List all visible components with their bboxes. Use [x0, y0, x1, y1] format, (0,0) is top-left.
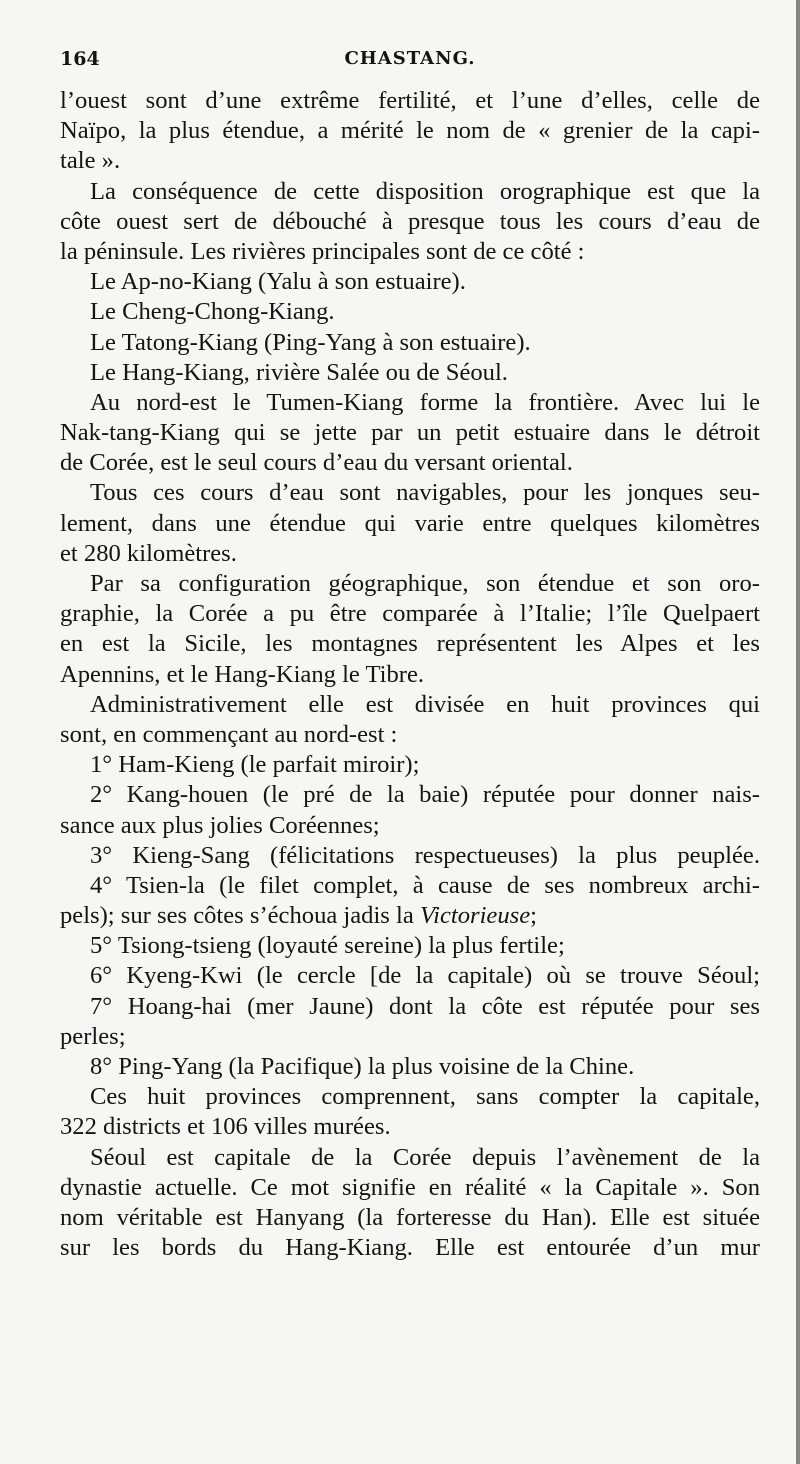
- text-line: Nak-tang-Kiang qui se jette par un petit estuaire dans le détroit: [60, 419, 760, 447]
- text-line: l’ouest sont d’une extrême fertilité, et l’une d’elles, celle de: [60, 87, 760, 114]
- text-line: graphie, la Corée a pu être comparée à l’Italie; l’île Quelpaert: [60, 600, 760, 628]
- text-line: Administrativement elle est divisée en huit provinces qui: [90, 690, 760, 718]
- text-line: Naïpo, la plus étendue, a mérité le nom de « grenier de la capi-: [60, 117, 760, 145]
- text-line: 7° Hoang-hai (mer Jaune) dont la côte est réputée pour ses: [90, 992, 760, 1020]
- text-line: 4° Tsien-la (le filet complet, à cause de ses nombreux archi-: [90, 871, 760, 899]
- page-header: [60, 48, 760, 74]
- text-line: 2° Kang-houen (le pré de la baie) réputée pour donner nais-: [90, 781, 760, 809]
- text-line: 3° Kieng-Sang (félicitations respectueuses) la plus peuplée.: [90, 841, 760, 869]
- text-line: Le Tatong-Kiang (Ping-Yang à son estuaire).: [90, 328, 531, 356]
- text-line: sur les bords du Hang-Kiang. Elle est entourée d’un mur: [60, 1234, 760, 1262]
- text-line: La conséquence de cette disposition orographique est que la: [90, 177, 760, 205]
- text-line-suffix: ;: [530, 902, 537, 930]
- text-line: 8° Ping-Yang (la Pacifique) la plus voisine de la Chine.: [90, 1053, 635, 1080]
- text-line: sont, en commençant au nord-est :: [60, 720, 398, 748]
- text-line: Apennins, et le Hang-Kiang le Tibre.: [60, 660, 425, 688]
- text-line: 5° Tsiong-tsieng (loyauté sereine) la plus fertile;: [90, 932, 565, 960]
- text-line: Le Cheng-Chong-Kiang.: [90, 298, 335, 326]
- text-line: dynastie actuelle. Ce mot signifie en réalité « la Capitale ». Son: [60, 1173, 760, 1201]
- text-line: Par sa configuration géographique, son étendue et son oro-: [90, 570, 760, 597]
- text-line: côte ouest sert de débouché à presque tous les cours d’eau de: [60, 207, 760, 235]
- text-line: sance aux plus jolies Coréennes;: [60, 811, 380, 839]
- ship-name-italic: Victorieuse: [419, 902, 531, 930]
- text-line: de Corée, est le seul cours d’eau du versant oriental.: [60, 449, 573, 477]
- text-line: et 280 kilomètres.: [60, 539, 237, 567]
- page-number: 164: [60, 48, 100, 70]
- text-line: Au nord-est le Tumen-Kiang forme la frontière. Avec lui le: [90, 388, 760, 416]
- text-line: en est la Sicile, les montagnes représentent les Alpes et les: [60, 630, 760, 658]
- text-line: Ces huit provinces comprennent, sans compter la capitale,: [90, 1083, 760, 1111]
- text-line-with-italic: [60, 901, 760, 931]
- text-line: 322 districts et 106 villes murées.: [60, 1113, 391, 1141]
- text-line-lead: pels); sur ses côtes s’échoua jadis la: [60, 902, 420, 930]
- running-head: CHASTANG.: [344, 48, 476, 69]
- text-line: Tous ces cours d’eau sont navigables, pour les jonques seu-: [90, 479, 760, 507]
- text-line: nom véritable est Hanyang (la forteresse du Han). Elle est située: [60, 1203, 760, 1231]
- body-text: [60, 86, 760, 1263]
- text-line: tale ».: [60, 147, 121, 175]
- text-line: la péninsule. Les rivières principales sont de ce côté :: [60, 237, 585, 265]
- text-line: Séoul est capitale de la Corée depuis l’avènement de la: [90, 1143, 760, 1171]
- page-edge-shadow: [796, 0, 800, 1464]
- text-line: lement, dans une étendue qui varie entre quelques kilomètres: [60, 509, 760, 537]
- text-line: perles;: [60, 1022, 126, 1050]
- text-line: Le Ap-no-Kiang (Yalu à son estuaire).: [90, 268, 466, 296]
- text-line: Le Hang-Kiang, rivière Salée ou de Séoul.: [90, 358, 508, 386]
- text-line: 6° Kyeng-Kwi (le cercle [de la capitale) où se trouve Séoul;: [90, 962, 760, 990]
- text-line: 1° Ham-Kieng (le parfait miroir);: [90, 751, 420, 779]
